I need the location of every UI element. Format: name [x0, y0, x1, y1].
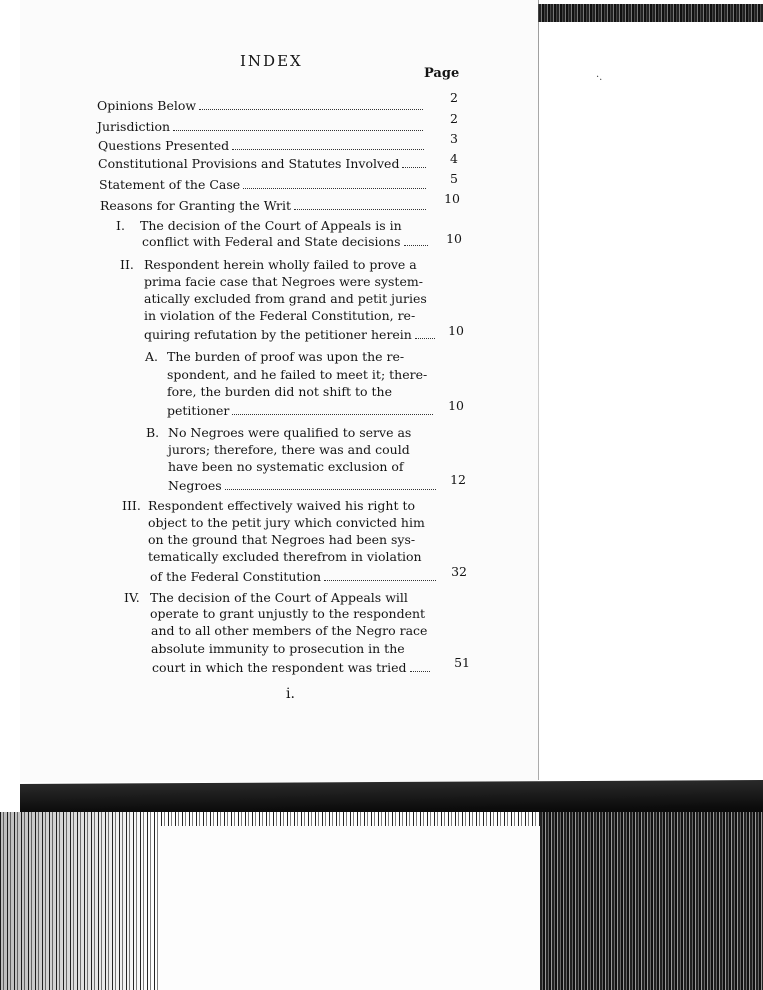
toc-section-line: court in which the respondent was tried — [152, 659, 427, 678]
toc-section-line: and to all other members of the Negro race — [151, 623, 428, 638]
toc-section-line: of the Federal Constitution — [150, 568, 440, 587]
toc-page-number: 10 — [446, 231, 462, 246]
toc-section-line: absolute immunity to prosecution in the — [151, 641, 405, 656]
toc-entry: Questions Presented — [98, 137, 428, 156]
toc-section: IV. The decision of the Court of Appeals will — [124, 590, 408, 605]
toc-page-number: 3 — [450, 131, 458, 146]
dot-leader — [324, 580, 436, 581]
toc-entry: Statement of the Case — [99, 176, 430, 195]
toc-section-line: atically excluded from grand and petit juries — [144, 291, 427, 306]
toc-section-line: in violation of the Federal Constitution, re- — [144, 308, 416, 323]
toc-section: II. Respondent herein wholly failed to prove a — [120, 257, 417, 272]
scan-speck: ·. — [596, 72, 603, 83]
toc-section-line: petitioner — [167, 402, 437, 421]
toc-entry: Reasons for Granting the Writ — [100, 197, 430, 216]
dot-leader — [410, 671, 430, 672]
toc-page-number: 51 — [454, 655, 470, 670]
toc-entry: Jurisdiction — [97, 118, 427, 137]
toc-page-number: 2 — [450, 90, 458, 105]
toc-section-line: conflict with Federal and State decisions — [142, 233, 432, 252]
toc-page-number: 5 — [450, 171, 458, 186]
toc-section-line: on the ground that Negroes had been sys- — [148, 532, 416, 547]
toc-section-line: spondent, and he failed to meet it; there- — [167, 367, 428, 382]
toc-section-line: jurors; therefore, there was and could — [168, 442, 410, 457]
toc-subsection: B. No Negroes were qualified to serve as — [146, 425, 412, 440]
toc-section: I. The decision of the Court of Appeals is in — [116, 218, 402, 233]
dot-leader — [199, 109, 423, 110]
toc-section-line: operate to grant unjustly to the respondent — [150, 606, 426, 621]
toc-section-line: have been no systematic exclusion of — [168, 459, 404, 474]
toc-subsection: A. The burden of proof was upon the re- — [145, 349, 405, 364]
scan-artifact-bottom-right — [540, 812, 763, 990]
dot-leader — [173, 130, 423, 131]
toc-section-line: Negroes — [168, 477, 440, 496]
index-title: INDEX — [240, 52, 303, 70]
dot-leader — [402, 167, 426, 168]
toc-section-line: object to the petit jury which convicted him — [148, 515, 425, 530]
toc-page-number: 10 — [444, 191, 460, 206]
toc-page-number: 4 — [450, 151, 458, 166]
dot-leader — [404, 245, 428, 246]
dot-leader — [294, 209, 426, 210]
dot-leader — [243, 188, 426, 189]
toc-section-line: fore, the burden did not shift to the — [167, 384, 392, 399]
toc-page-number: 32 — [451, 564, 467, 579]
scan-artifact-top — [536, 4, 763, 22]
toc-entry: Opinions Below — [97, 97, 427, 116]
toc-page-number: 12 — [450, 472, 466, 487]
page-folio: i. — [286, 686, 295, 702]
dot-leader — [225, 489, 436, 490]
scan-artifact-fade — [160, 826, 540, 990]
toc-section: III. Respondent effectively waived his right to — [122, 498, 416, 513]
dot-leader — [232, 149, 424, 150]
toc-entry: Constitutional Provisions and Statutes Involved — [98, 155, 430, 174]
dot-leader — [232, 414, 433, 415]
toc-page-number: 2 — [450, 111, 458, 126]
toc-section-line: tematically excluded therefrom in violation — [148, 549, 422, 564]
page-column-label: Page — [424, 66, 460, 81]
toc-page-number: 10 — [448, 323, 464, 338]
toc-section-line: quiring refutation by the petitioner herein — [144, 326, 435, 345]
toc-section-line: prima facie case that Negroes were system- — [144, 274, 423, 289]
dot-leader — [415, 338, 435, 339]
toc-page-number: 10 — [448, 398, 464, 413]
